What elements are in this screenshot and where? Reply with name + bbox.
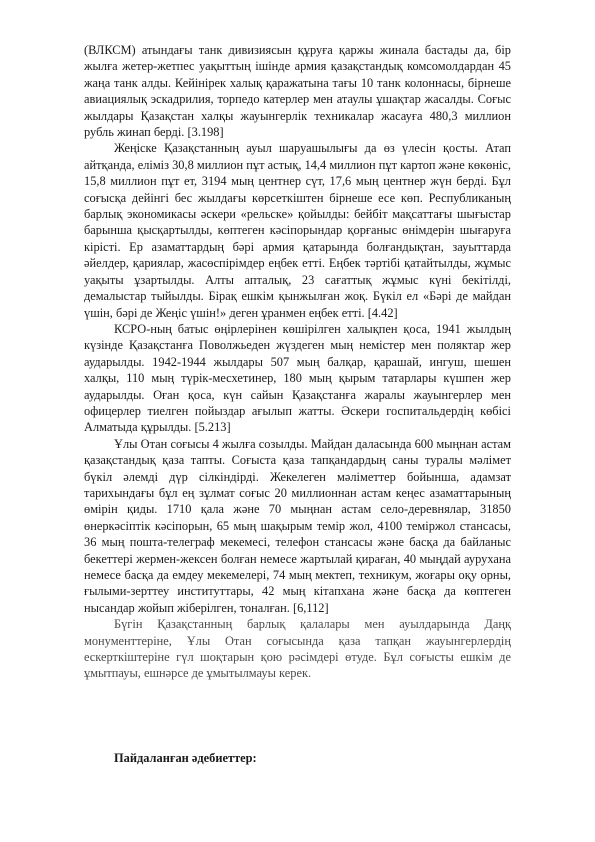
references-heading: Пайдаланған әдебиеттер: xyxy=(114,751,257,765)
paragraph-5: Бүгін Қазақстанның барлық қалалары мен ауылдарында Даңқ монументтеріне, Ұлы Отан соғысында қаза тапқан жауынгерлердің ескерткіштеріне гүл шоқтарын қою рәсімдері өтуде. Бұл соғысты ешкім де ұмытпауы, ешнәрсе де ұмытылмауы керек. xyxy=(84,617,511,681)
paragraph-2: Жеңіске Қазақстанның ауыл шаруашылығы да өз үлесін қосты. Атап айтқанда, еліміз 30,8 миллион пұт астық, 14,4 миллион пұт картоп және көкөніс, 15,8 миллион пұт ет, 3194 мың центнер сүт, 17,6 мың центнер жүн берді. Бұл соғысқа дейінгі бес жылдағы көрсеткіштен бірнеше есе көп. Республиканың барлық экономикасы әскери «рельске» қойылды: бейбіт мақсаттағы шығыстар барынша қысқартылды, көптеген кәсіпорындар қорғаныс өнімдерін шығаруға кірісті. Ер азаматтардың бәрі армия қатарында болғандықтан, зауыттарда әйелдер, қариялар, жасөспірімдер еңбек етті. Еңбек тәртібі қатайтылды, жұмыс уақыты ұзартылды. Алты апталық, 23 сағаттық жұмыс күні бекітілді, демалыстар тыйылды. Бірақ ешкім қынжылған жоқ. Бүкіл ел «Бәрі де майдан үшін, бәрі де Жеңіс үшін!» деген ұранмен еңбек етті. [4.42] xyxy=(84,141,512,320)
document-page xyxy=(84,42,512,765)
paragraph-1: (ВЛКСМ) атындағы танк дивизиясын құруға қаржы жинала бастады да, бір жылға жетер-жетпес уақыттың ішінде армия қазақстандық комсомолдардан 45 жаңа танк алды. Кейінірек халық қаражатына тағы 10 танк колоннасы, бірнеше авиациялық эскадрилия, торпедо катерлер мен атаулы ұшақтар жасалды. Соғыс жылдары Қазақстан халқы жауынгерлік техникалар жасауға 480,3 миллион рубль жинап берді. [3.198] xyxy=(84,43,511,140)
paragraph-4: Ұлы Отан соғысы 4 жылға созылды. Майдан даласында 600 мыңнан астам қазақстандық қаза тапты. Соғыста қаза тапқандардың саны туралы мәлімет бүкіл әлемді дүр сілкіндірді. Жекелеген мәліметтер бойынша, адамзат тарихындағы бұл ең зұлмат соғыс 20 миллионнан астам кеңес азаматтарының өмірін қиды. 1710 қала және 70 мыңнан астам село-деревнялар, 31850 өнеркәсіптік кәсіпорын, 65 мың шақырым темір жол, 4100 теміржол стансасы, 36 мың пошта-телеграф мекемесі, телефон стансасы және басқа да байланыс бекеттері жермен-жексен болған немесе жартылай қираған, 40 мыңдай аурухана немесе басқа да емдеу мекемелері, 74 мың мектеп, техникум, жоғары оқу орны, ғылыми-зерттеу институттары, 42 мың кітапхана және басқа да көптеген нысандар жойып жіберілген, тоналған. [6,112] xyxy=(84,436,511,615)
paragraph-3: КСРО-ның батыс өңірлерінен көшірілген халықпен қоса, 1941 жылдың күзінде Қазақстанға Поволжьеден жүздеген мың немістер мен поляктар жер аударылды. 1942-1944 жылдары 507 мың балқар, қарашай, ингуш, шешен халқы, 110 мың түрік-месхетинер, 180 мың қырым татарлары күшпен жер аударылды. Оған қоса, күн сайын Қазақстанға жаралы жауынгерлер мен офицерлер тиелген пойыздар ағылып жатты. Әскери госпитальдердің көбісі Алматыда құрылды. [5.213] xyxy=(84,321,511,435)
